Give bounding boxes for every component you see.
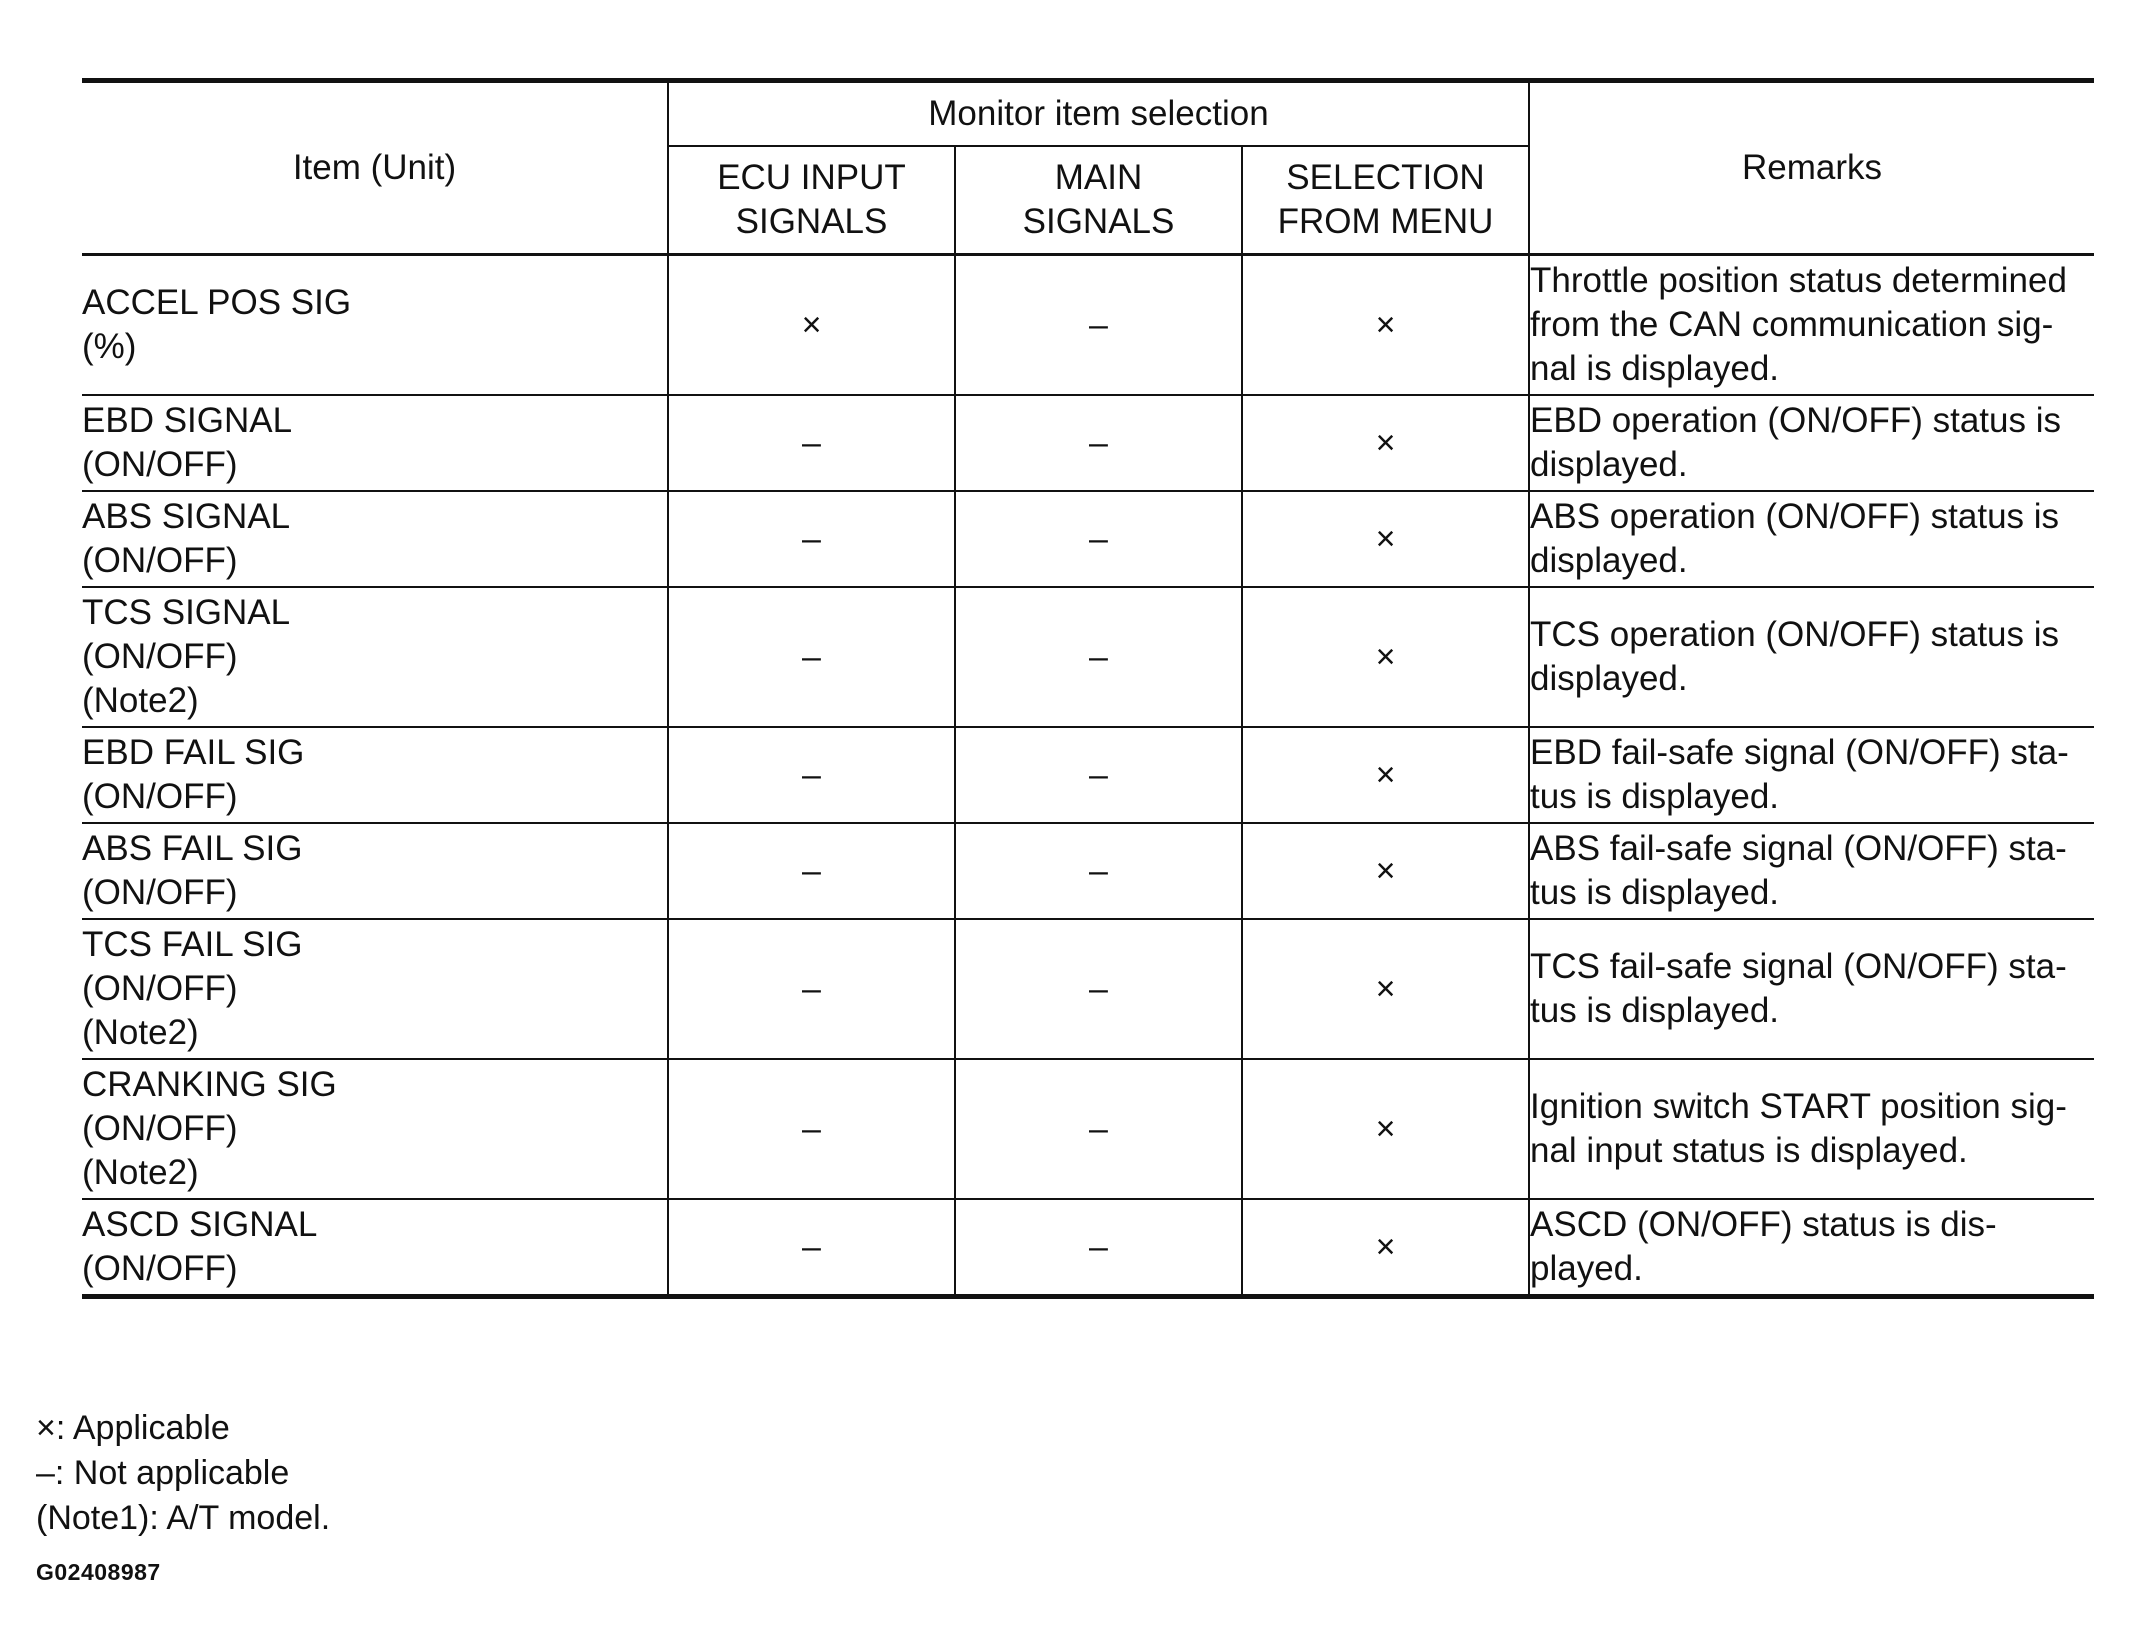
selection-menu-mark: × [1242, 1059, 1529, 1199]
item-cell: TCS SIGNAL (ON/OFF) (Note2) [82, 587, 668, 727]
item-cell: ABS SIGNAL (ON/OFF) [82, 491, 668, 587]
table-row [82, 1059, 2094, 1199]
ecu-input-mark: – [668, 727, 955, 823]
header-main-signals: MAIN SIGNALS [955, 146, 1242, 255]
ecu-input-mark: – [668, 1059, 955, 1199]
ecu-input-mark: – [668, 491, 955, 587]
main-signals-mark: – [955, 1059, 1242, 1199]
remark-cell: Ignition switch START position sig-nal input status is displayed. [1529, 1059, 2094, 1199]
remark-cell: ABS operation (ON/OFF) status is displayed. [1529, 491, 2094, 587]
remark-cell: ASCD (ON/OFF) status is dis-played. [1529, 1199, 2094, 1297]
main-signals-mark: – [955, 1199, 1242, 1297]
main-signals-mark: – [955, 727, 1242, 823]
selection-menu-mark: × [1242, 823, 1529, 919]
main-signals-mark: – [955, 587, 1242, 727]
table-row [82, 919, 2094, 1059]
remark-cell: TCS operation (ON/OFF) status is displayed. [1529, 587, 2094, 727]
selection-menu-mark: × [1242, 587, 1529, 727]
ecu-input-mark: – [668, 823, 955, 919]
table-row [82, 587, 2094, 727]
header-selection-from-menu: SELECTION FROM MENU [1242, 146, 1529, 255]
remark-cell: EBD operation (ON/OFF) status is displayed. [1529, 395, 2094, 491]
item-cell: CRANKING SIG (ON/OFF) (Note2) [82, 1059, 668, 1199]
remark-cell: ABS fail-safe signal (ON/OFF) sta-tus is displayed. [1529, 823, 2094, 919]
item-cell: EBD FAIL SIG (ON/OFF) [82, 727, 668, 823]
main-signals-mark: – [955, 823, 1242, 919]
selection-menu-mark: × [1242, 1199, 1529, 1297]
main-signals-mark: – [955, 255, 1242, 396]
monitor-item-table [82, 78, 2094, 1299]
remark-cell: EBD fail-safe signal (ON/OFF) sta-tus is displayed. [1529, 727, 2094, 823]
table-row [82, 255, 2094, 396]
main-signals-mark: – [955, 395, 1242, 491]
main-signals-mark: – [955, 491, 1242, 587]
remark-cell: Throttle position status determined from the CAN communication sig-nal is displayed. [1529, 255, 2094, 396]
header-monitor-item-selection: Monitor item selection [668, 81, 1529, 147]
header-remarks: Remarks [1529, 81, 2094, 255]
selection-menu-mark: × [1242, 727, 1529, 823]
ecu-input-mark: × [668, 255, 955, 396]
header-item-unit: Item (Unit) [82, 81, 668, 255]
legend-note1: (Note1): A/T model. [36, 1499, 331, 1537]
table-row [82, 727, 2094, 823]
table-row [82, 395, 2094, 491]
item-cell: ACCEL POS SIG (%) [82, 255, 668, 396]
ecu-input-mark: – [668, 919, 955, 1059]
table-row [82, 823, 2094, 919]
table-row [82, 1199, 2094, 1297]
legend-applicable: ×: Applicable [36, 1409, 230, 1447]
item-cell: ABS FAIL SIG (ON/OFF) [82, 823, 668, 919]
ecu-input-mark: – [668, 587, 955, 727]
selection-menu-mark: × [1242, 395, 1529, 491]
header-ecu-input-signals: ECU INPUT SIGNALS [668, 146, 955, 255]
figure-code: G02408987 [36, 1559, 161, 1585]
main-signals-mark: – [955, 919, 1242, 1059]
ecu-input-mark: – [668, 395, 955, 491]
selection-menu-mark: × [1242, 919, 1529, 1059]
monitor-item-table-section [82, 78, 2094, 1299]
ecu-input-mark: – [668, 1199, 955, 1297]
selection-menu-mark: × [1242, 491, 1529, 587]
item-cell: EBD SIGNAL (ON/OFF) [82, 395, 668, 491]
item-cell: TCS FAIL SIG (ON/OFF) (Note2) [82, 919, 668, 1059]
table-row [82, 491, 2094, 587]
legend-not-applicable: –: Not applicable [36, 1454, 290, 1492]
item-cell: ASCD SIGNAL (ON/OFF) [82, 1199, 668, 1297]
legend [36, 1406, 330, 1541]
remark-cell: TCS fail-safe signal (ON/OFF) sta-tus is displayed. [1529, 919, 2094, 1059]
selection-menu-mark: × [1242, 255, 1529, 396]
